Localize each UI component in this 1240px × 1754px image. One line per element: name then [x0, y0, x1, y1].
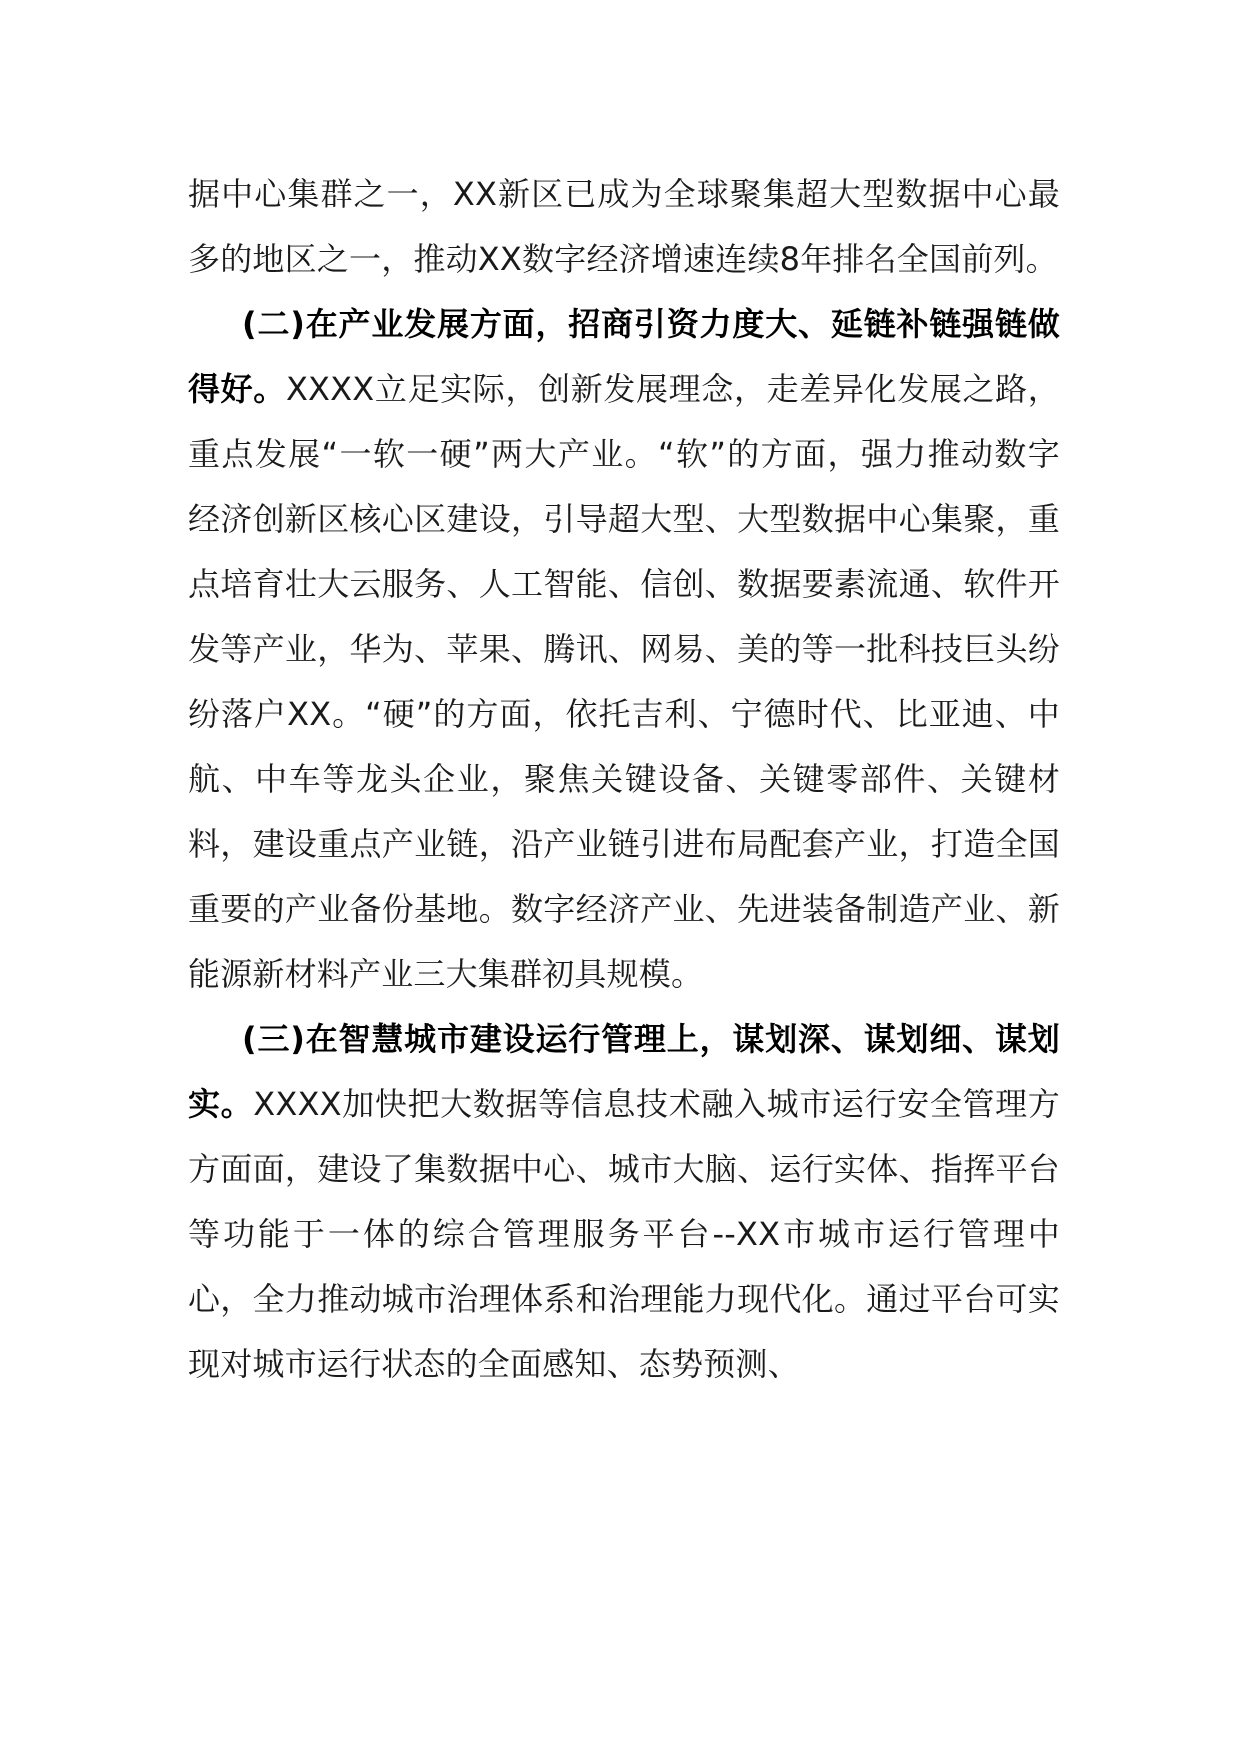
paragraph-text: XXXX加快把大数据等信息技术融入城市运行安全管理方方面面，建设了集数据中心、城市大脑、运行实体、指挥平台等功能于一体的综合管理服务平台--XX市城市运行管理中心，全力推动城市治理体系和治理能力现代化。通过平台可实现对城市运行状态的全面感知、态势预测、	[188, 1085, 1060, 1383]
section-heading-smart-city: (三)在智慧城市建设运行管理上，谋划深、谋划细、谋划实。	[188, 1020, 1060, 1123]
paragraph-text: XXXX立足实际，创新发展理念，走差异化发展之路，重点发展“一软一硬”两大产业。“软”的方面，强力推动数字经济创新区核心区建设，引导超大型、大型数据中心集聚，重点培育壮大云服务、人工智能、信创、数据要素流通、软件开发等产业，华为、苹果、腾讯、网易、美的等一批科技巨头纷纷落户XX。“硬”的方面，依托吉利、宁德时代、比亚迪、中航、中车等龙头企业，聚焦关键设备、关键零部件、关键材料，建设重点产业链，沿产业链引进布局配套产业，打造全国重要的产业备份基地。数字经济产业、先进装备制造产业、新能源新材料产业三大集群初具规模。	[188, 370, 1060, 993]
document-body	[188, 162, 1060, 1397]
paragraph-industry-development	[188, 292, 1060, 1007]
section-heading-industry: (二)在产业发展方面，招商引资力度大、延链补链强链做得好。	[188, 305, 1060, 408]
paragraph-text: 据中心集群之一，XX新区已成为全球聚集超大型数据中心最多的地区之一，推动XX数字经济增速连续8年排名全国前列。	[188, 175, 1060, 278]
paragraph-smart-city	[188, 1007, 1060, 1397]
paragraph-continuation	[188, 162, 1060, 292]
